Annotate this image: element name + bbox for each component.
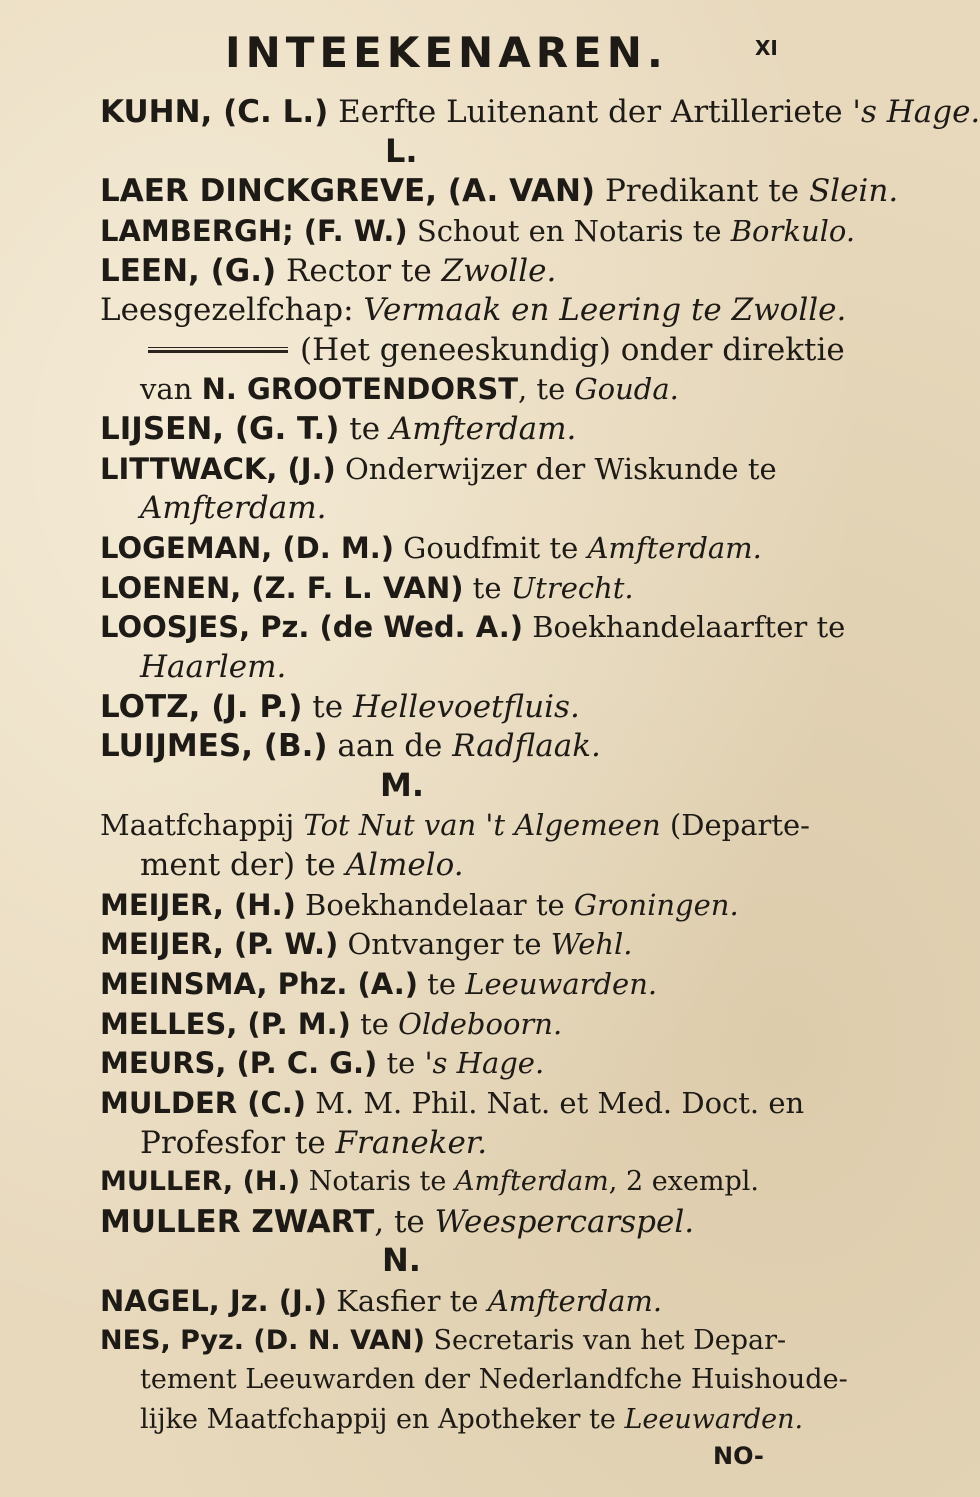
- list-item: ment der) te Almelo.: [140, 847, 464, 883]
- section-letter: L.: [385, 132, 418, 170]
- section-letter: M.: [380, 766, 424, 804]
- list-item: Profesfor te Franeker.: [140, 1125, 488, 1161]
- list-item: Amfterdam.: [140, 490, 327, 526]
- list-item: Leesgezelfchap: Vermaak en Leering te Zwolle.: [100, 292, 847, 328]
- list-item: NAGEL, Jz. (J.) Kasfier te Amfterdam.: [100, 1284, 663, 1318]
- list-item: LITTWACK, (J.) Onderwijzer der Wiskunde te: [100, 452, 777, 486]
- list-item: LOGEMAN, (D. M.) Goudfmit te Amfterdam.: [100, 531, 762, 565]
- list-item: LAER DINCKGREVE, (A. VAN) Predikant te Slein.: [100, 173, 899, 209]
- catchword: NO-: [713, 1442, 764, 1470]
- list-item: Maatfchappij Tot Nut van 't Algemeen (Departe-: [100, 808, 810, 842]
- list-item: MELLES, (P. M.) te Oldeboorn.: [100, 1007, 563, 1041]
- list-item: LEEN, (G.) Rector te Zwolle.: [100, 253, 557, 289]
- page-number: XI: [755, 36, 778, 60]
- list-item: tement Leeuwarden der Nederlandfche Huishoude-: [140, 1364, 848, 1395]
- list-item: LOENEN, (Z. F. L. VAN) te Utrecht.: [100, 571, 634, 605]
- list-item: NES, Pyz. (D. N. VAN) Secretaris van het Depar-: [100, 1325, 787, 1356]
- list-item: van N. GROOTENDORST, te Gouda.: [140, 372, 679, 406]
- list-item: LIJSEN, (G. T.) te Amfterdam.: [100, 411, 577, 447]
- list-item: LOOSJES, Pz. (de Wed. A.) Boekhandelaarfter te: [100, 610, 846, 644]
- list-item: (Het geneeskundig) onder direktie: [300, 332, 845, 368]
- page-header: [0, 28, 800, 88]
- ditto-rule: [148, 350, 288, 353]
- list-item: MEIJER, (P. W.) Ontvanger te Wehl.: [100, 927, 633, 961]
- list-item: KUHN, (C. L.) Eerfte Luitenant der Artilleriete 's Hage.: [100, 94, 980, 130]
- list-item: MEINSMA, Phz. (A.) te Leeuwarden.: [100, 967, 658, 1001]
- page-title: INTEEKENAREN.: [225, 28, 668, 77]
- list-item: LUIJMES, (B.) aan de Radflaak.: [100, 728, 601, 764]
- section-letter: N.: [382, 1241, 421, 1279]
- list-item: MEURS, (P. C. G.) te 's Hage.: [100, 1046, 545, 1080]
- list-item: lijke Maatfchappij en Apotheker te Leeuwarden.: [140, 1404, 804, 1435]
- list-item: Haarlem.: [140, 649, 287, 685]
- list-item: MULDER (C.) M. M. Phil. Nat. et Med. Doct. en: [100, 1086, 805, 1120]
- list-item: MULLER ZWART, te Weespercarspel.: [100, 1204, 695, 1240]
- list-item: MEIJER, (H.) Boekhandelaar te Groningen.: [100, 888, 739, 922]
- list-item: LOTZ, (J. P.) te Hellevoetfluis.: [100, 689, 580, 725]
- list-item: MULLER, (H.) Notaris te Amfterdam, 2 exempl.: [100, 1166, 759, 1197]
- list-item: LAMBERGH; (F. W.) Schout en Notaris te Borkulo.: [100, 214, 856, 248]
